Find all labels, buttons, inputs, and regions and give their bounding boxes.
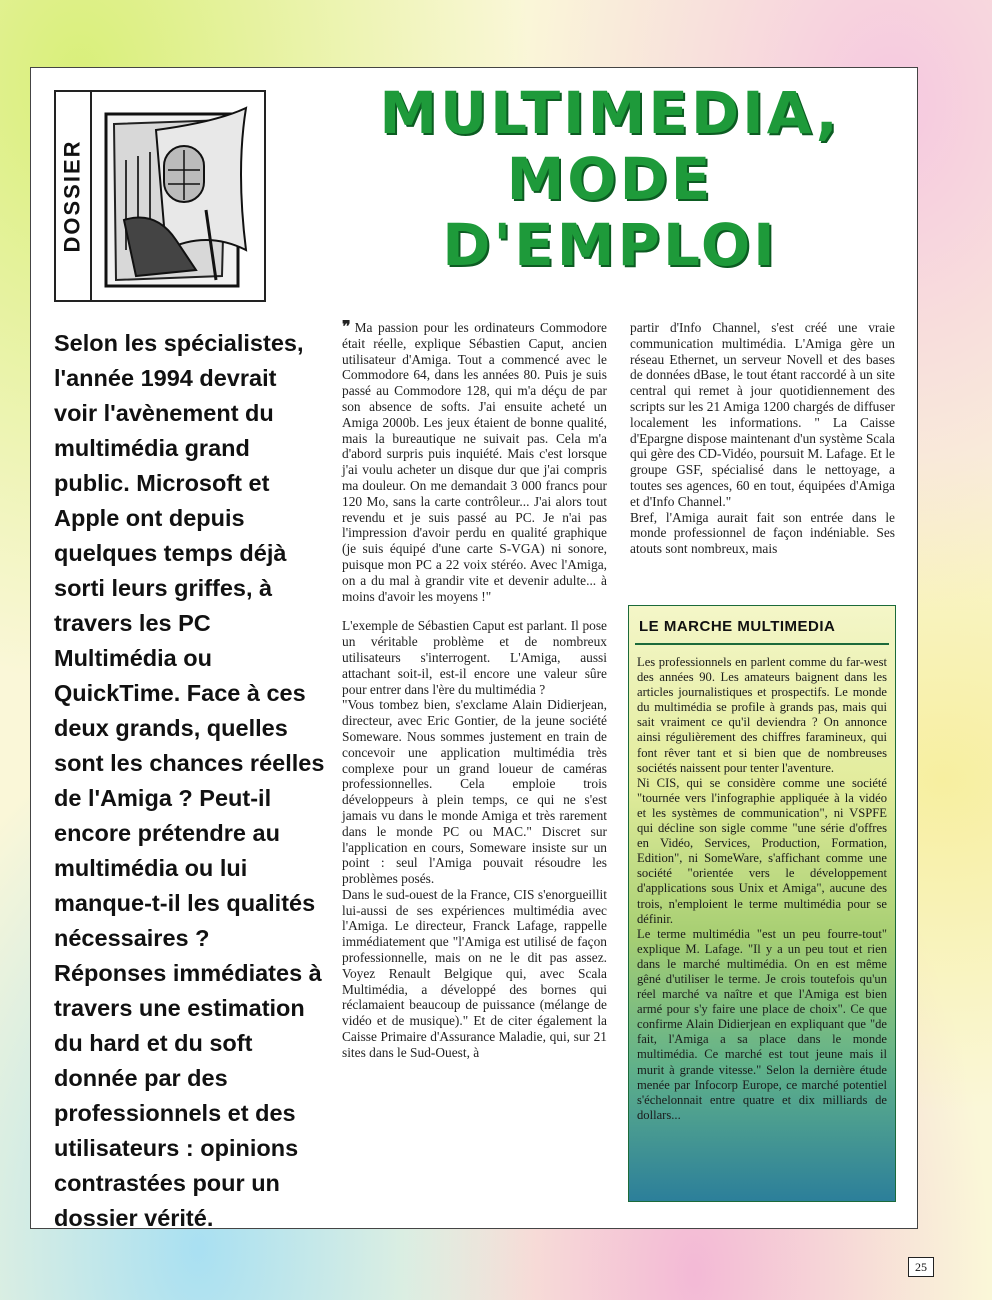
article-column-2	[630, 320, 895, 557]
paragraph: Les professionnels en parlent comme du far-west des années 90. Les amateurs baignent dans les articles journalistiques et prospectifs. Le monde du multimédia se profile à grands pas, mais qui sait vraiment ce qu'il deviendra ? On annonce ainsi régulièrement des chiffres faramineux, qui font rêver tant et si bien que de nombreuses sociétés naissent pour tenter l'aventure.	[637, 655, 887, 775]
paragraph: Ni CIS, qui se considère comme une société "tournée vers l'infographie appliquée à la vidéo et les systèmes de communication", ni VSPFE qui décline son sigle comme "une série d'offres en Vidéo, Services, Production, Formation, Edition", ni SomeWare, s'affichant comme une société "orientée vers le développement d'applications sous Unix et Amiga", aucune des trois, n'emploient le terme multimédia pour se définir.	[637, 775, 887, 926]
sidebar-box	[628, 605, 896, 1202]
paragraph: L'exemple de Sébastien Caput est parlant. Il pose un véritable problème et de nombreux utilisateurs s'interrogent. L'Amiga, aussi attachant soit-il, est-il encore une valeur sûre pour entrer dans l'ère du multimédia ?	[342, 618, 607, 697]
paragraph: partir d'Info Channel, s'est créé une vraie communication multimédia. L'Amiga gère un réseau Ethernet, un serveur Novell et des bases de données dBase, le tout étant raccordé à un site central qui remet à jour quotidiennement des scripts sur les 21 Amiga 1200 chargés de diffuser localement les informations. " La Caisse d'Epargne dispose maintenant d'un système Scala qui gère des CD-Vidéo, poursuit M. Lafage. Et le groupe GSF, spécialisé dans le nettoyage, a toutes ses agences, 60 en tout, équipées d'Amiga et d'Info Channel."	[630, 320, 895, 509]
dossier-strip	[56, 92, 92, 300]
title-line-2: MODE	[506, 145, 714, 213]
sidebar-text	[637, 655, 887, 1123]
quote-mark-icon: ❞	[342, 319, 351, 336]
sidebar-title: LE MARCHE MULTIMEDIA	[639, 618, 836, 635]
article-title	[330, 80, 890, 278]
paragraph: Bref, l'Amiga aurait fait son entrée dans le monde professionnel de façon indéniable. Ses atouts sont nombreux, mais	[630, 509, 895, 557]
title-line-1: MULTIMEDIA,	[379, 79, 841, 147]
paragraph: "Vous tombez bien, s'exclame Alain Didierjean, directeur, avec Eric Gontier, de la jeune société Someware. Nous sommes justement en train de concevoir une application multimédia très complexe pour un grand loueur de caméras professionnelles. Cela emploie trois développeurs à plein temps, ce qui ne s'est jamais vu dans le monde Amiga et très rarement dans le monde PC ou MAC." Discret sur l'application en cours, Someware insiste sur un point : seul l'Amiga pouvait résoudre les problèmes posés.	[342, 697, 607, 887]
dossier-logo	[54, 90, 266, 302]
article-column-1	[342, 320, 607, 1061]
paragraph	[342, 320, 607, 604]
article-intro: Selon les spécialistes, l'année 1994 devrait voir l'avènement du multimédia grand public. Microsoft et Apple ont depuis quelques temps déjà sorti leurs griffes, à travers les PC Multimédia ou QuickTime. Face à ces deux grands, quelles sont les chances réelles de l'Amiga ? Peut-il encore prétendre au multimédia ou lui manque-t-il les qualités nécessaires ? Réponses immédiates à travers une estimation du hard et du soft donnée par des professionnels et des utilisateurs : opinions contrastées pour un dossier vérité.	[54, 330, 325, 1231]
folder-illustration-icon	[96, 100, 260, 296]
title-line-3: D'EMPLOI	[442, 211, 778, 279]
paragraph: Le terme multimédia "est un peu fourre-tout" explique M. Lafage. "Il y a un peu tout et rien dans le marché multimédia. On en est même gêné d'utiliser le terme. Je crois toutefois qu'un réel marché va naître et que l'Amiga est bien armé pour s'y faire une place de choix". Ce que confirme Alain Didierjean en expliquant que "de fait, l'Amiga a sa place dans le monde multimédia. Ce marché est tout jeune mais il murit à grande vitesse." Selon la dernière étude menée par Infocorp Europe, ce marché potentiel s'échelonnait entre quatre et dix milliards de dollars...	[637, 926, 887, 1122]
paragraph-text: Ma passion pour les ordinateurs Commodore était réelle, explique Sébastien Caput, ancien utilisateur d'Amiga. Tout a commencé avec le Commodore 64, dans les années 80. Puis je suis passé au Commodore 128, qui m'a déçu de par son absence de softs. J'ai ensuite acheté un Amiga 2000b. Les jeux étaient de bonne qualité, mais la bureautique ne suivait pas. Cela m'a d'abord surpris puis inquiété. Mais c'est lorsque j'ai voulu acheter un disque dur que j'ai compris ma douleur. On me demandait 3 000 francs pour 120 Mo, sans la carte contrôleur... J'ai alors tout revendu et je suis passé au PC. Je n'ai pas l'impression d'avoir perdu en qualité graphique (je suis équipé d'une carte S-VGA) ni sonore, puisque mon PC a 22 voix stéréo. Avec l'Amiga, on a du mal à grandir vite et devenir adulte... à moins d'avoir les moyens !"	[342, 320, 607, 604]
sidebar-divider	[635, 643, 889, 645]
dossier-label: DOSSIER	[60, 139, 85, 253]
page-number: 25	[908, 1257, 934, 1277]
paragraph: Dans le sud-ouest de la France, CIS s'enorgueillit lui-aussi de ses expériences multimédia avec l'Amiga. Le directeur, Franck Lafage, rappelle immédiatement que "l'Amiga est utilisé de façon professionnelle, mais on ne le dit pas assez. Voyez Renault Belgique qui, avec Scala Multimédia, a développé des bornes qui réclamaient beaucoup de puissance (mélange de vidéo et de musique)." Et de citer également la Caisse Primaire d'Assurance Maladie, qui, sur 21 sites dans le Sud-Ouest, à	[342, 886, 607, 1060]
